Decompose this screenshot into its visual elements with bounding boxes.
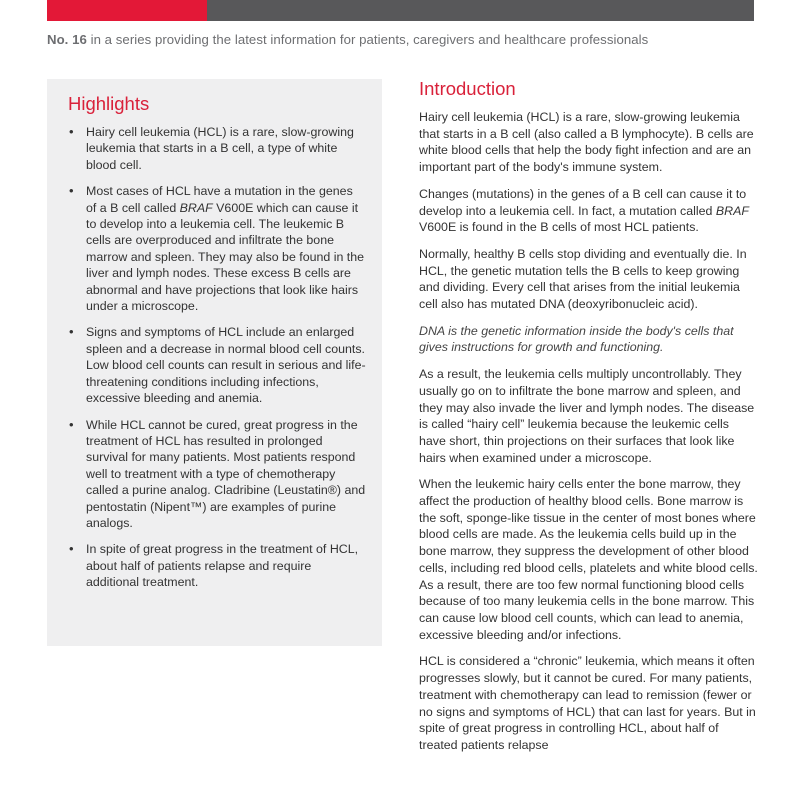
highlight-item bbox=[68, 183, 366, 314]
bullet-icon: • bbox=[69, 541, 74, 557]
intro-paragraph: Changes (mutations) in the genes of a B cell can cause it to develop into a leukemia cell. In fact, a mutation called BRAF V600E is found in the B cells of most HCL patients. bbox=[419, 186, 749, 235]
intro-paragraph: Normally, healthy B cells stop dividing and eventually die. In HCL, the genetic mutation tells the B cells to keep growing and dividing. Every cell that arises from the initial leukemia cell also has mutated DNA (deoxyribonucleic acid). bbox=[419, 246, 747, 312]
highlight-item bbox=[68, 324, 366, 406]
bullet-icon: • bbox=[69, 183, 74, 199]
series-line bbox=[47, 32, 767, 47]
header-red-segment bbox=[47, 0, 207, 21]
intro-italic-note: DNA is the genetic information inside the body's cells that gives instructions for growth and functioning. bbox=[419, 323, 734, 355]
series-description: in a series providing the latest information for patients, caregivers and healthcare professionals bbox=[90, 32, 649, 47]
highlight-item bbox=[68, 417, 366, 532]
introduction-title: Introduction bbox=[419, 78, 516, 99]
highlight-text: While HCL cannot be cured, great progress in the treatment of HCL has resulted in prolonged survival for many patients. Most patients respond well to treatment with a type of chemotherapy called a purine analog. Cladribine (Leustatin®) and pentostatin (Nipent™) are examples of purine analogs. bbox=[86, 417, 366, 530]
highlight-text: In spite of great progress in the treatment of HCL, about half of patients relapse and require additional treatment. bbox=[86, 542, 359, 590]
highlight-item bbox=[68, 541, 366, 590]
intro-paragraph: Hairy cell leukemia (HCL) is a rare, slow-growing leukemia that starts in a B cell (also called a B lymphocyte). B cells are white blood cells that help the body fight infection and are an important part of the body's immune system. bbox=[419, 110, 754, 175]
highlights-box bbox=[47, 79, 382, 646]
highlight-text: Signs and symptoms of HCL include an enlarged spleen and a decrease in normal blood cell counts. Low blood cell counts can result in serious and life-threatening conditions including infections, excessive bleeding and anemia. bbox=[86, 325, 366, 406]
highlights-list bbox=[68, 124, 366, 591]
highlight-item bbox=[68, 124, 366, 173]
highlight-text: Hairy cell leukemia (HCL) is a rare, slow-growing leukemia that starts in a B cell, a type of white blood cell. bbox=[86, 125, 354, 172]
intro-paragraph: As a result, the leukemia cells multiply uncontrollably. They usually go on to infiltrate the bone marrow and spleen, and they may also invade the liver and lymph nodes. The disease is called “hairy cell” leukemia because the leukemic cells have short, thin projections on their surfaces that look like hairs when examined under a microscope. bbox=[419, 367, 755, 465]
highlight-text: Most cases of HCL have a mutation in the genes of a B cell called BRAF V600E which can cause it to develop into a leukemia cell. The leukemic B cells are overproduced and infiltrate the bone marrow and spleen. They may also be found in the liver and lymph nodes. These excess B cells are abnormal and have projections that look like hairs under a microscope. bbox=[86, 184, 365, 314]
header-color-bar bbox=[0, 0, 800, 21]
introduction-section bbox=[419, 78, 759, 764]
highlights-title: Highlights bbox=[68, 93, 150, 114]
series-number: No. 16 bbox=[47, 32, 87, 47]
intro-paragraph: HCL is considered a “chronic” leukemia, which means it often progresses slowly, but it cannot be cured. For many patients, treatment with chemotherapy can lead to remission (fewer or no signs and symptoms of HCL) that can last for years. But in spite of great progress in controlling HCL, about half of treated patients relapse bbox=[419, 654, 756, 752]
bullet-icon: • bbox=[69, 416, 74, 432]
bullet-icon: • bbox=[69, 124, 74, 139]
header-gray-segment bbox=[207, 0, 754, 21]
intro-paragraph: When the leukemic hairy cells enter the bone marrow, they affect the production of healthy blood cells. Bone marrow is the soft, sponge-like tissue in the center of most bones where blood cells are made. As the leukemia cells build up in the bone marrow, they suppress the development of other blood cells, including red blood cells, platelets and white blood cells. As a result, there are too few normal functioning blood cells because of too many leukemia cells in the bone marrow. This can cause low blood cell counts, which can lead to anemia, excessive bleeding and/or infections. bbox=[419, 477, 758, 642]
bullet-icon: • bbox=[69, 324, 74, 340]
